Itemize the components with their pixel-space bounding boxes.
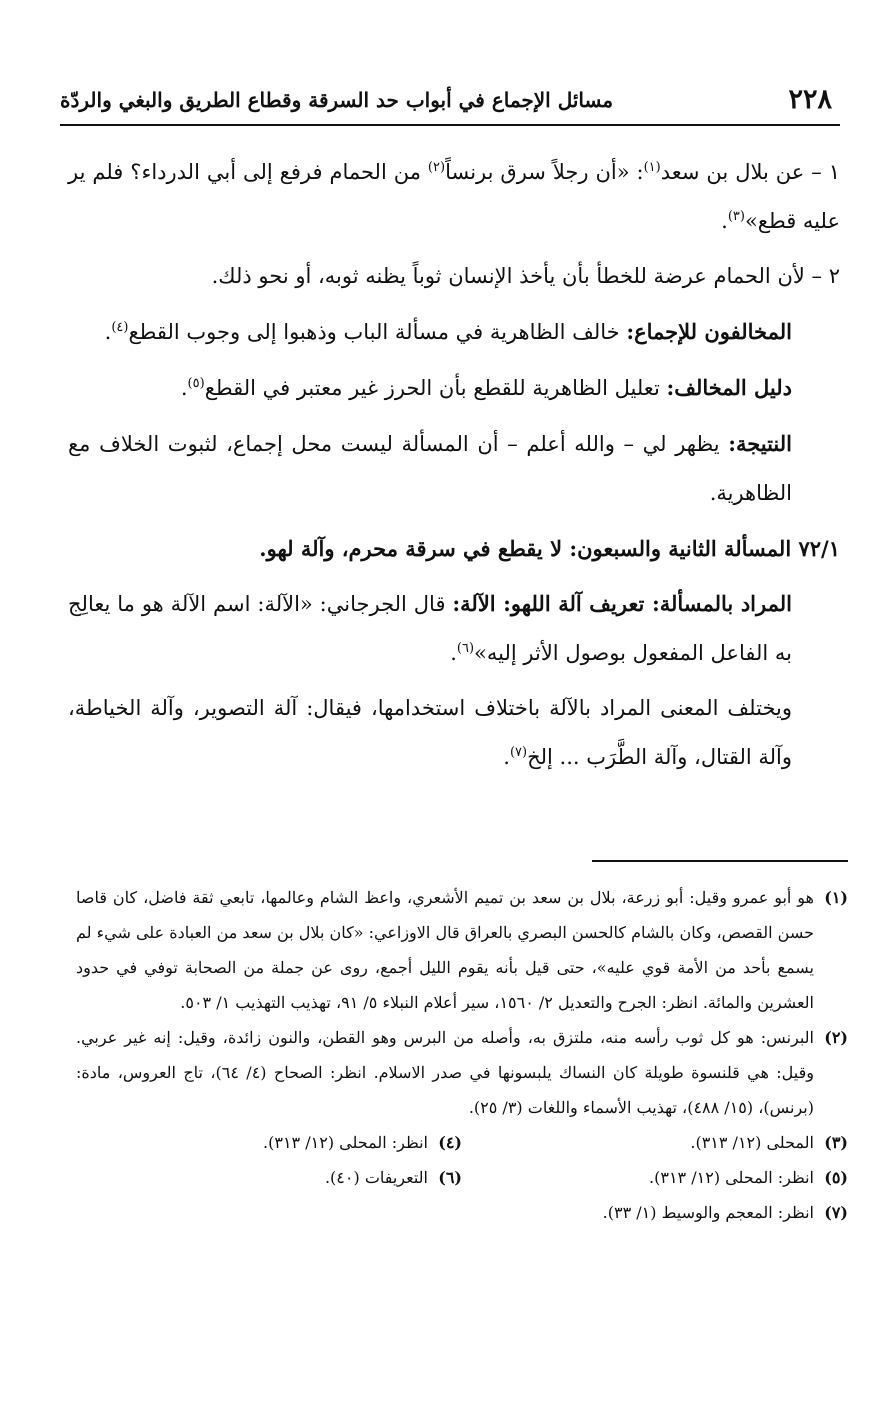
footnote-7: [76, 1195, 848, 1230]
meaning-label: المراد بالمسألة: تعريف آلة اللهو: الآلة:: [452, 591, 792, 616]
page-header: [60, 80, 840, 126]
page-number: ٢٢٨: [788, 84, 832, 115]
footnote-text: انظر: المعجم والوسيط (١/ ٣٣).: [602, 1203, 814, 1222]
dissenters-label: المخالفون للإجماع:: [626, 319, 792, 344]
evidence-item-2: ٢ – لأن الحمام عرضة للخطأ بأن يأخذ الإنسان ثوباً يظنه ثوبه، أو نحو ذلك.: [211, 264, 840, 288]
result-label: النتيجة:: [728, 431, 792, 456]
dissent-evidence-paragraph: دليل المخالف: تعليل الظاهرية للقطع بأن الحرز غير معتبر في القطع$^{(٥)}$.: [180, 375, 792, 400]
footnote-separator: [592, 860, 848, 862]
footnote-number: (٥): [824, 1168, 848, 1187]
variation-paragraph: ويختلف المعنى المراد بالآلة باختلاف استخدامها، فيقال: آلة التصوير، وآلة الخياطة، وآلة القتال، وآلة الطَّرَب ... إلخ$^{(٧)}$.: [68, 696, 792, 769]
footnote-number: (٣): [824, 1133, 848, 1152]
footnote-ref: (١): [643, 160, 661, 175]
footnote-3: [462, 1125, 848, 1160]
footnote-ref: (٣): [727, 209, 745, 224]
issue-heading: ٧٢/١ المسألة الثانية والسبعون: لا يقطع في سرقة محرم، وآلة لهو.: [259, 536, 840, 561]
meaning-paragraph: المراد بالمسألة: تعريف آلة اللهو: الآلة: قال الجرجاني: «الآلة: اسم الآلة هو ما يعالِج به الفاعل المفعول بوصول الأثر إليه»$^{(٦)}$.: [68, 591, 792, 665]
footnote-5: [462, 1160, 848, 1195]
footnote-4: [76, 1125, 462, 1160]
footnote-ref: (٥): [187, 376, 205, 391]
dissenters-paragraph: المخالفون للإجماع: خالف الظاهرية في مسألة الباب وذهبوا إلى وجوب القطع$^{(٤)}$.: [104, 319, 792, 344]
footnote-ref: (٧): [509, 745, 528, 760]
footnote-ref: (٦): [456, 641, 475, 656]
footnote-number: (٦): [438, 1168, 462, 1187]
item-number: ٢ –: [804, 264, 840, 288]
main-text: [68, 148, 840, 788]
footnote-ref: (٤): [111, 320, 129, 335]
footnote-number: (٧): [824, 1203, 848, 1222]
dissent-evidence-label: دليل المخالف:: [666, 375, 792, 400]
evidence-item-1: ١ – عن بلال بن سعد$^{(١)}$: «أن رجلاً سرق برنساً$^{(٢)}$ من الحمام فرفع إلى أبي الدرداء؟ فلم ير عليه قطع»$^{(٣)}$.: [68, 160, 840, 233]
footnote-6: [76, 1160, 462, 1195]
footnote-text: انظر: المحلى (١٢/ ٣١٣).: [649, 1168, 814, 1187]
footnote-number: (٢): [824, 1028, 848, 1047]
footnote-row: [76, 1160, 848, 1195]
footnote-text: التعريفات (٤٠).: [324, 1168, 428, 1187]
running-title: مسائل الإجماع في أبواب حد السرقة وقطاع الطريق والبغي والردّة: [60, 88, 614, 112]
footnote-ref: (٢): [427, 160, 446, 175]
result-paragraph: النتيجة: يظهر لي – والله أعلم – أن المسألة ليست محل إجماع، لثبوت الخلاف مع الظاهرية.: [68, 431, 792, 505]
footnote-row: [76, 1125, 848, 1160]
footnote-text: البرنس: هو كل ثوب رأسه منه، ملتزق به، وأصله من البرس وهو القطن، والنون زائدة، وقيل: إنه غير عربي. وقيل: هي قلنسوة طويلة كان النساك يلبسونها في صدر الاسلام. انظر: الصحاح (٤/ ٦٤)، تاج العروس، مادة: (برنس)، (١٥/ ٤٨٨)، تهذيب الأسماء واللغات (٣/ ٢٥).: [76, 1028, 815, 1117]
footnotes: [76, 880, 848, 1230]
footnote-1: [76, 880, 848, 1020]
footnote-text: انظر: المحلى (١٢/ ٣١٣).: [263, 1133, 428, 1152]
footnote-number: (١): [824, 888, 848, 907]
item-number: ١ –: [804, 160, 840, 184]
footnote-text: المحلى (١٢/ ٣١٣).: [690, 1133, 814, 1152]
footnote-text: هو أبو عمرو وقيل: أبو زرعة، بلال بن سعد بن تميم الأشعري، واعظ الشام وعالمها، تابعي ثقة فاضل، كان قاصا حسن القصص، وكان بالشام كالحسن البصري بالعراق قال الاوزاعي: «كان بلال بن سعد من العبادة على شيء لم يسمع بأحد من الأمة قوي عليه»، حتى قيل بأنه يقوم الليل أجمع، روى عن جملة من الصحابة توفي في حدود العشرين والمائة. انظر: الجرح والتعديل ٢/ ١٥٦٠، سير أعلام النبلاء ٥/ ٩١، تهذيب التهذيب ١/ ٥٠٣.: [76, 888, 814, 1012]
footnote-number: (٤): [438, 1133, 462, 1152]
footnote-2: [76, 1020, 848, 1125]
